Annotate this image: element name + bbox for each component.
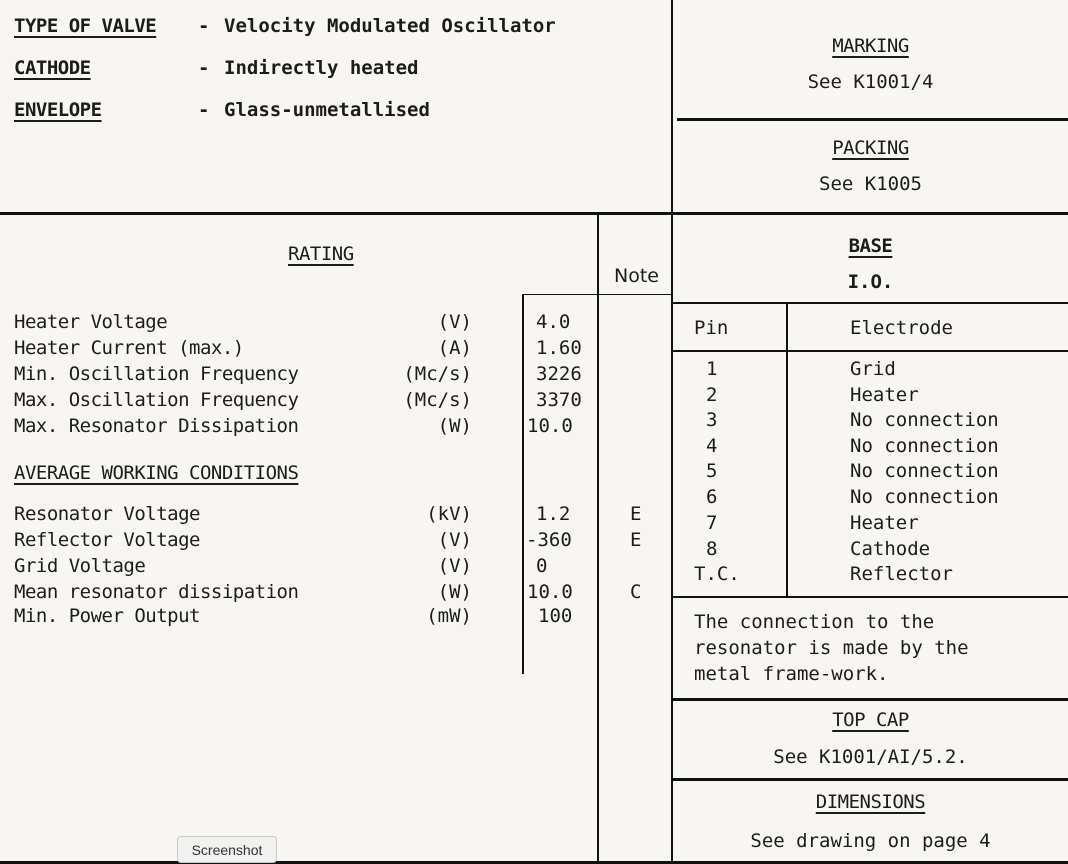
rating-row-unit: (W): [437, 415, 472, 437]
working-row-unit: (V): [437, 555, 472, 577]
type-of-valve-label: TYPE OF VALVE: [14, 15, 157, 37]
pin-table-column-rule: [786, 304, 788, 596]
pin-table-header-rule: [673, 350, 1068, 352]
cathode-value: Indirectly heated: [224, 57, 419, 79]
type-of-valve-dash: -: [198, 15, 210, 37]
working-row-value: 100: [538, 605, 573, 627]
rating-row-value: 10.0: [527, 415, 573, 437]
rating-row-value: 1.60: [536, 337, 582, 359]
rating-row-value: 3370: [536, 389, 582, 411]
pin-number: T.C.: [694, 563, 740, 585]
working-row-value: 10.0: [527, 581, 573, 603]
rating-header-rule: [522, 294, 672, 295]
rating-title: RATING: [288, 243, 354, 265]
working-row-unit: (V): [437, 529, 472, 551]
divider-topcap-dimensions: [673, 778, 1068, 781]
rating-row-unit: (A): [437, 337, 472, 359]
working-row-unit: (W): [437, 581, 472, 603]
marking-title: MARKING: [832, 35, 909, 57]
working-row-value: 1.2: [536, 503, 571, 525]
pin-electrode: No connection: [850, 460, 999, 482]
working-row-note: E: [630, 529, 642, 551]
pin-number: 5: [706, 460, 718, 482]
divider-marking-packing: [677, 118, 1068, 121]
base-header-rule: [673, 302, 1068, 304]
screenshot-tooltip: Screenshot: [177, 836, 277, 863]
rating-row-unit: (Mc/s): [403, 389, 472, 411]
note-line: The connection to the: [694, 611, 935, 633]
top-cap-title: TOP CAP: [832, 709, 909, 731]
pin-electrode: Reflector: [850, 563, 953, 585]
top-cap-value: See K1001/AI/5.2.: [773, 746, 968, 768]
rating-row-label: Heater Current (max.): [14, 337, 244, 359]
packing-value: See K1005: [819, 173, 922, 195]
vertical-divider-main: [671, 0, 673, 864]
rating-row-label: Min. Oscillation Frequency: [14, 363, 299, 385]
pin-number: 3: [706, 409, 718, 431]
value-column-left-rule: [522, 294, 524, 674]
divider-note-topcap: [673, 698, 1068, 701]
cathode-dash: -: [198, 57, 210, 79]
pin-electrode: No connection: [850, 435, 999, 457]
dimensions-value: See drawing on page 4: [750, 830, 991, 852]
rating-row-label: Heater Voltage: [14, 311, 168, 333]
envelope-dash: -: [198, 99, 210, 121]
envelope-label: ENVELOPE: [14, 99, 102, 121]
base-title: BASE: [848, 235, 893, 257]
working-row-note: C: [630, 581, 642, 603]
pin-column-header: Pin: [694, 317, 729, 339]
working-row-label: Grid Voltage: [14, 555, 146, 577]
pin-electrode: Cathode: [850, 538, 931, 560]
pin-electrode: No connection: [850, 486, 999, 508]
type-of-valve-value: Velocity Modulated Oscillator: [224, 15, 556, 37]
working-row-unit: (mW): [426, 605, 472, 627]
dimensions-title: DIMENSIONS: [815, 791, 926, 813]
pin-table-bottom-rule: [673, 596, 1068, 598]
pin-number: 6: [706, 486, 718, 508]
pin-number: 2: [706, 384, 718, 406]
working-row-label: Min. Power Output: [14, 605, 200, 627]
working-conditions-title: AVERAGE WORKING CONDITIONS: [14, 462, 299, 484]
working-row-unit: (kV): [426, 503, 472, 525]
pin-electrode: Heater: [850, 512, 919, 534]
pin-number: 4: [706, 435, 718, 457]
pin-electrode: No connection: [850, 409, 999, 431]
working-row-value: -360: [526, 529, 572, 551]
rating-row-value: 3226: [536, 363, 582, 385]
pin-electrode: Heater: [850, 384, 919, 406]
pin-number: 8: [706, 538, 718, 560]
pin-electrode: Grid: [850, 358, 896, 380]
note-line: metal frame-work.: [694, 663, 889, 685]
packing-title: PACKING: [832, 137, 909, 159]
marking-value: See K1001/4: [807, 71, 934, 93]
note-column-header: Note: [614, 265, 659, 287]
horizontal-divider-header: [0, 212, 1068, 215]
rating-row-label: Max. Resonator Dissipation: [14, 415, 299, 437]
electrode-column-header: Electrode: [850, 317, 953, 339]
rating-row-value: 4.0: [536, 311, 571, 333]
rating-row-unit: (Mc/s): [403, 363, 472, 385]
working-row-label: Mean resonator dissipation: [14, 581, 299, 603]
cathode-label: CATHODE: [14, 57, 91, 79]
working-row-label: Reflector Voltage: [14, 529, 200, 551]
note-line: resonator is made by the: [694, 637, 969, 659]
working-row-note: E: [630, 503, 642, 525]
working-row-label: Resonator Voltage: [14, 503, 200, 525]
pin-number: 1: [706, 358, 718, 380]
rating-row-label: Max. Oscillation Frequency: [14, 389, 299, 411]
pin-number: 7: [706, 512, 718, 534]
note-column-left-rule: [597, 212, 599, 864]
rating-row-unit: (V): [437, 311, 472, 333]
base-value: I.O.: [847, 271, 894, 293]
envelope-value: Glass-unmetallised: [224, 99, 430, 121]
working-row-value: 0: [536, 555, 548, 577]
